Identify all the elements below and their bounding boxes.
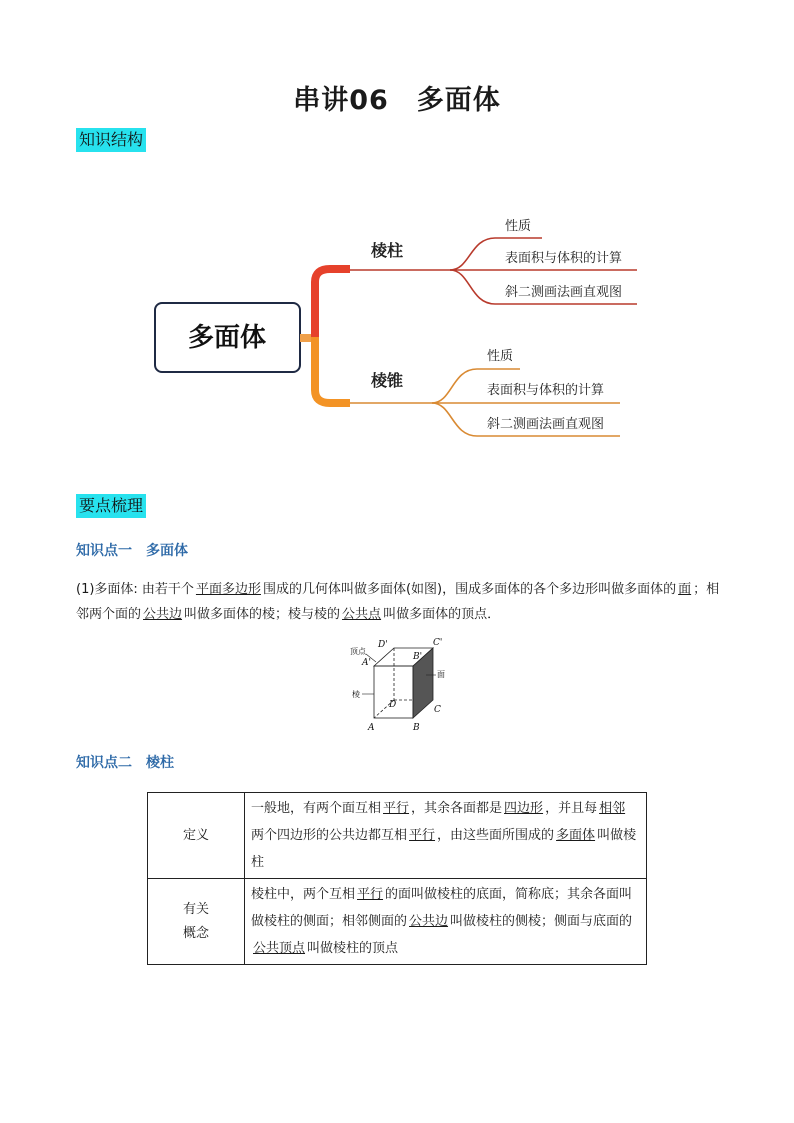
pyramid-leaf-drawing: 斜二测画法画直观图 <box>487 417 605 432</box>
figure-label-edge: 棱 <box>352 690 360 699</box>
table-cell-concepts <box>245 879 647 965</box>
table-cell-definition <box>245 793 647 879</box>
table-row-concepts <box>148 879 647 965</box>
kp1-heading: 知识点一 多面体 <box>76 543 188 559</box>
def-text-g: 叫做棱柱 <box>251 828 637 870</box>
figure-point-A1: A' <box>362 658 371 668</box>
def-text-a: 一般地，有两个面互相 <box>251 801 382 816</box>
figure-point-C: C <box>434 705 441 715</box>
pyramid-leaf-property: 性质 <box>487 349 514 364</box>
rel-text-c: 叫做棱柱的侧棱；侧面与底面的 <box>450 914 633 929</box>
kp1-fill-c: 公共边 <box>143 607 183 622</box>
def-text-c: ，并且每 <box>545 801 598 816</box>
kp1-fill-d: 公共点 <box>342 607 382 622</box>
def-text-d: 两个四边形的公共边都互相 <box>251 828 408 843</box>
figure-label-face: 面 <box>437 670 445 679</box>
rel-fill-2: 公共边 <box>409 914 449 929</box>
prism-definition-table <box>147 792 647 965</box>
def-text-b: ，其余各面都是 <box>411 801 503 816</box>
mindmap-connector <box>300 334 312 342</box>
kp1-text-c: ；相邻两个面的 <box>76 582 720 622</box>
figure-point-A: A <box>368 723 375 733</box>
mindmap-root-label: 多面体 <box>187 323 267 353</box>
kp1-text-a: (1)多面体: 由若干个 <box>76 582 194 597</box>
figure-point-D: D <box>389 700 397 710</box>
table-label-definition: 定义 <box>148 793 245 879</box>
rel-fill-3: 公共顶点 <box>253 941 306 956</box>
prism-leaf-drawing: 斜二测画法画直观图 <box>505 285 623 300</box>
figure-front-face <box>374 666 413 718</box>
rel-text-a: 棱柱中，两个互相 <box>251 887 356 902</box>
kp1-paragraph <box>76 577 726 627</box>
table-label-concepts <box>148 879 245 965</box>
polyhedron-figure <box>350 638 445 733</box>
concepts-label-line-1: 有关 <box>182 901 209 917</box>
pyramid-label: 棱锥 <box>371 371 404 390</box>
kp1-text-b: 围成的几何体叫做多面体(如图)，围成多面体的各个多边形叫做多面体的 <box>262 582 677 597</box>
figure-point-D1: D' <box>378 640 388 650</box>
def-fill-1: 平行 <box>383 801 410 816</box>
pyramid-branch <box>315 337 350 403</box>
prism-label: 棱柱 <box>371 241 404 260</box>
def-fill-5: 多面体 <box>556 828 596 843</box>
def-fill-2: 四边形 <box>504 801 544 816</box>
prism-leaf-property: 性质 <box>505 219 532 234</box>
def-text-e: ，由这些面所围成的 <box>437 828 555 843</box>
figure-label-vertex: 顶点 <box>350 647 366 656</box>
figure-point-B: B <box>413 723 420 733</box>
prism-branch <box>315 269 350 337</box>
rel-fill-1: 平行 <box>357 887 384 902</box>
section-tag-structure: 知识结构 <box>76 128 146 152</box>
table-row-definition <box>148 793 647 879</box>
kp1-fill-a: 平面多边形 <box>195 582 261 597</box>
page-title: 串讲06 多面体 <box>293 85 501 116</box>
kp1-fill-b: 面 <box>678 582 692 597</box>
rel-text-d: 叫做棱柱的顶点 <box>307 941 399 956</box>
def-fill-3: 相邻 <box>599 801 626 816</box>
kp2-heading: 知识点二 棱柱 <box>76 755 174 771</box>
concepts-label-line-2: 概念 <box>182 925 209 941</box>
figure-point-B1: B' <box>413 652 423 662</box>
prism-leaf-area-volume: 表面积与体积的计算 <box>505 251 623 266</box>
rel-text-b: 的面叫做棱柱的底面，简称底；其余各面叫做棱柱的侧面；相邻侧面的 <box>251 887 633 929</box>
kp1-text-e: 叫做多面体的顶点． <box>383 607 501 622</box>
pyramid-leaf-area-volume: 表面积与体积的计算 <box>487 383 605 398</box>
figure-point-C1: C' <box>433 638 443 648</box>
kp1-text-d: 叫做多面体的棱；棱与棱的 <box>184 607 341 622</box>
def-fill-4: 平行 <box>409 828 436 843</box>
section-tag-points: 要点梳理 <box>76 494 146 518</box>
